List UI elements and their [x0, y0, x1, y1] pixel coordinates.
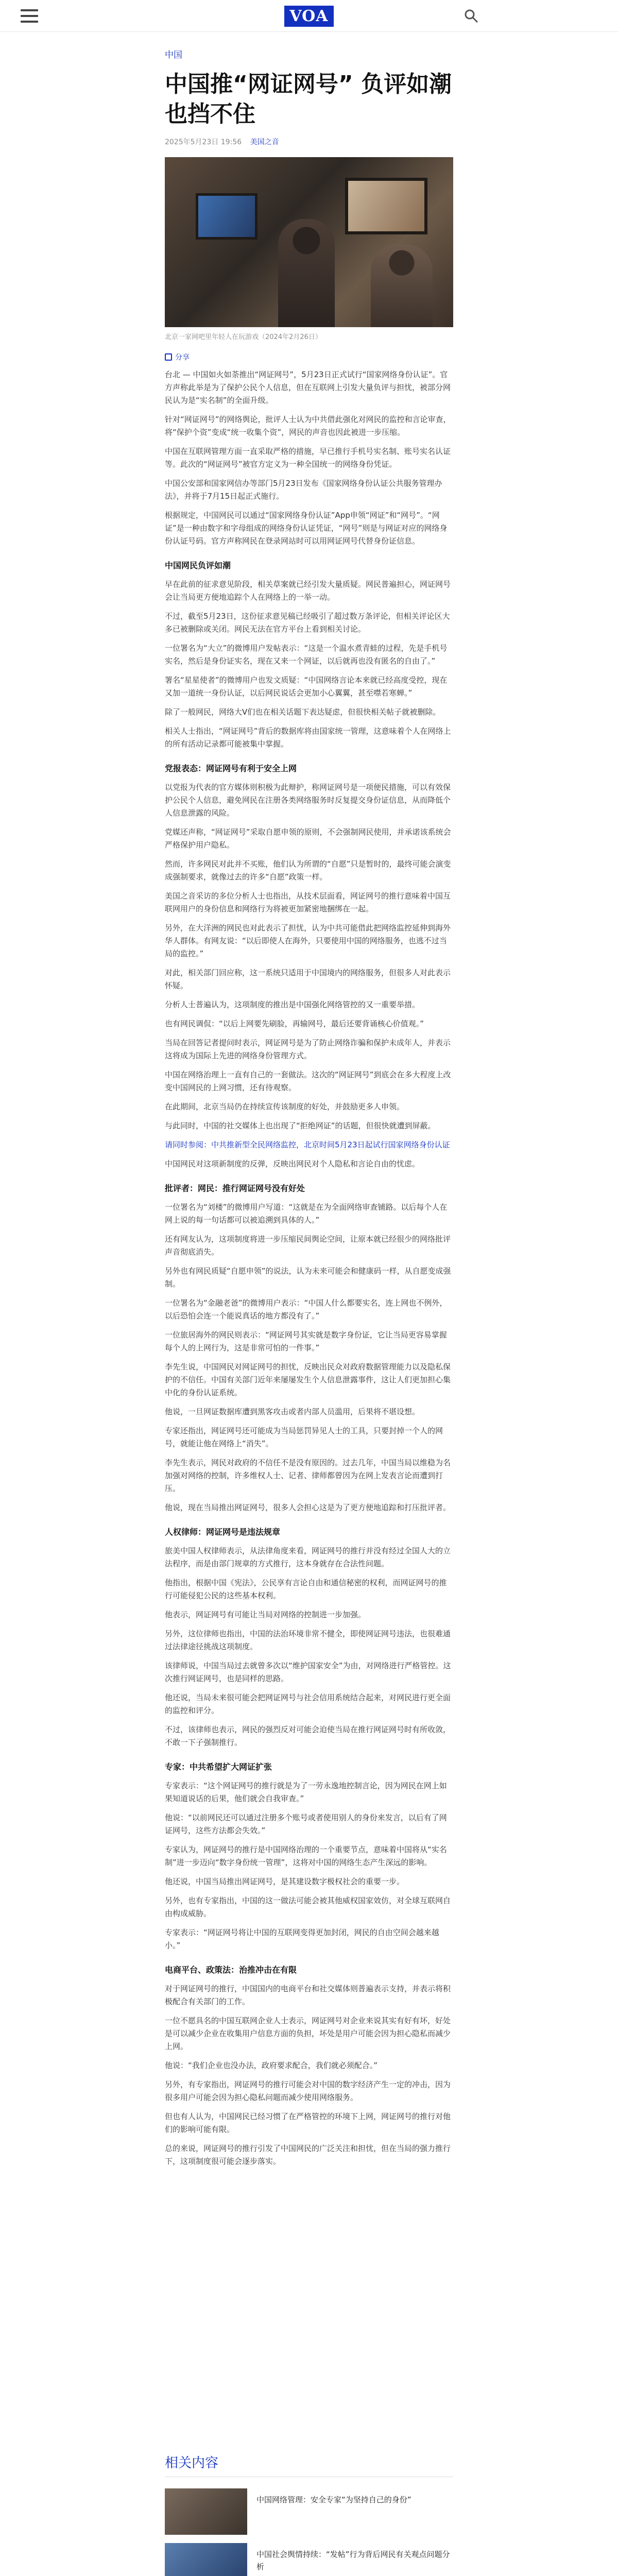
article-paragraph: 他指出，根据中国《宪法》，公民享有言论自由和通信秘密的权利，而网证网号的推行可能侵犯公民的这些基本权利。 [165, 1578, 447, 1600]
article-paragraph: 一位不愿具名的中国互联网企业人士表示，网证网号对企业来说其实有好有坏，好处是可以减少企业在收集用户信息方面的负担，坏处是用户可能会因为担心隐私而减少上网。 [165, 2016, 451, 2051]
article-paragraph: 中国在互联网管理方面一直采取严格的措施，早已推行手机号实名制、账号实名认证等。此次的“网证网号”被官方定义为一种全国统一的网络身份凭证。 [165, 447, 451, 469]
voa-logo[interactable] [278, 3, 340, 29]
hero-image [165, 157, 453, 327]
section-heading: 批评者：网民：推行网证网号没有好处 [165, 1183, 305, 1193]
article-paragraph: 他说：“我们企业也没办法，政府要求配合，我们就必须配合。” [165, 2061, 378, 2070]
article-paragraph: 对于网证网号的推行，中国国内的电商平台和社交媒体则普遍表示支持，并表示将积极配合有关部门的工作。 [165, 1984, 451, 2006]
section-heading: 党报表态：网证网号有利于安全上网 [165, 764, 297, 773]
related-item[interactable] [165, 2543, 453, 2576]
article-paragraph: 针对“网证网号”的网络舆论，批评人士认为中共借此强化对网民的监控和言论审查，将“保护个资”变成“统一收集个资”，网民的声音也因此被进一步压缩。 [165, 415, 451, 437]
article-paragraph: 以党报为代表的官方媒体则积极为此辩护，称网证网号是一项便民措施，可以有效保护公民个人信息，避免网民在注册各类网络服务时反复提交身份证信息，从而降低个人信息泄露的风险。 [165, 783, 451, 818]
related-thumbnail[interactable] [165, 2543, 247, 2576]
article-container [165, 32, 453, 2168]
share-button[interactable] [165, 352, 453, 362]
article-paragraph: 美国之音采访的多位分析人士也指出，从技术层面看，网证网号的推行意味着中国互联网用户的身份信息和网络行为将被更加紧密地捆绑在一起。 [165, 891, 451, 913]
article-paragraph: 中国公安部和国家网信办等部门5月23日发布《国家网络身份认证公共服务管理办法》，并将于7月15日起正式施行。 [165, 479, 442, 501]
article-paragraph: 相关人士指出，“网证网号”背后的数据库将由国家统一管理，这意味着个人在网络上的所有活动记录都可能被集中掌握。 [165, 726, 451, 749]
logo-text: VOA [284, 6, 333, 27]
share-label: 分享 [175, 353, 190, 362]
article-paragraph: 在此期间，北京当局仍在持续宣传该制度的好处，并鼓励更多人申领。 [165, 1102, 405, 1111]
menu-icon[interactable] [21, 9, 38, 23]
article-paragraph: 中国网民对这项新制度的反弹，反映出网民对个人隐私和言论自由的忧虑。 [165, 1159, 420, 1168]
related-article-link[interactable]: 请同时参阅：中共推新型全民网络监控，北京时间5月23日起试行国家网络身份认证 [165, 1140, 450, 1149]
image-caption: 北京一家网吧里年轻人在玩游戏（2024年2月26日） [165, 333, 322, 341]
article-paragraph: 早在此前的征求意见阶段，相关草案就已经引发大量质疑。网民普遍担心，网证网号会让当局更方便地追踪个人在网络上的一举一动。 [165, 580, 451, 602]
article-paragraph: 当局在回答记者提问时表示，网证网号是为了防止网络诈骗和保护未成年人，并表示这将成为国际上先进的网络身份管理方式。 [165, 1038, 451, 1060]
article-paragraph: 他还说，中国当局推出网证网号，是其建设数字极权社会的重要一步。 [165, 1877, 405, 1886]
article-paragraph: 也有网民调侃：“以后上网要先刷脸，再输网号，最后还要背诵核心价值观。” [165, 1019, 424, 1028]
section-heading: 专家：中共希望扩大网证扩张 [165, 1762, 272, 1772]
article-paragraph: 他说：“以前网民还可以通过注册多个账号或者使用别人的身份来发言，以后有了网证网号，这些方法都会失效。” [165, 1813, 447, 1835]
article-paragraph: 还有网友认为，这项制度将进一步压缩民间舆论空间，让原本就已经很少的网络批评声音彻底消失。 [165, 1234, 451, 1257]
article-paragraph: 然而，许多网民对此并不买账，他们认为所谓的“自愿”只是暂时的，最终可能会演变成强制要求，就像过去的许多“自愿”政策一样。 [165, 859, 451, 882]
article-paragraph: 总的来说，网证网号的推行引发了中国网民的广泛关注和担忧，但在当局的强力推行下，这项制度很可能会逐步落实。 [165, 2144, 451, 2166]
share-icon [165, 353, 172, 361]
article-paragraph: 但也有人认为，中国网民已经习惯了在严格管控的环境下上网，网证网号的推行对他们的影响可能有限。 [165, 2112, 451, 2134]
article-paragraph: 不过，该律师也表示，网民的强烈反对可能会迫使当局在推行网证网号时有所收敛，不敢一下子强制推行。 [165, 1725, 451, 1747]
related-thumbnail[interactable] [165, 2488, 247, 2535]
article-paragraph: 一位署名为“金融老爸”的微博用户表示：“中国人什么都要实名，连上网也不例外，以后恐怕会连一个能说真话的地方都没有了。” [165, 1298, 448, 1320]
article-paragraph: 旅美中国人权律师表示，从法律角度来看，网证网号的推行并没有经过全国人大的立法程序，而是由部门规章的方式推行，这本身就存在合法性问题。 [165, 1546, 451, 1568]
article-paragraph: 该律师说，中国当局过去就曾多次以“维护国家安全”为由，对网络进行严格管控。这次推行网证网号，也是同样的思路。 [165, 1661, 451, 1683]
article-paragraph: 另外，也有专家指出，中国的这一做法可能会被其他威权国家效仿，对全球互联网自由构成威胁。 [165, 1896, 451, 1918]
related-item[interactable] [165, 2488, 453, 2532]
site-header [0, 0, 618, 32]
related-section [165, 2452, 453, 2576]
article-paragraph: 另外也有网民质疑“自愿申领”的说法，认为未来可能会和健康码一样，从自愿变成强制。 [165, 1266, 451, 1289]
article-paragraph: 他说，现在当局推出网证网号，很多人会担心这是为了更方便地追踪和打压批评者。 [165, 1503, 451, 1512]
article-paragraph: 专家表示：“网证网号将让中国的互联网变得更加封闭，网民的自由空间会越来越小。” [165, 1928, 439, 1950]
related-title: 相关内容 [165, 2452, 453, 2477]
page-title: 中国推“网证网号” 负评如潮也挡不住 [165, 71, 452, 127]
article-body [165, 368, 453, 2168]
article-paragraph: 一位署名为“大立”的微博用户发帖表示：“这是一个温水煮青蛙的过程，先是手机号实名，然后是身份证实名，现在又来一个网证，以后就再也没有匿名的自由了。” [165, 643, 448, 666]
article-paragraph: 根据规定，中国网民可以通过“国家网络身份认证”App申领“网证”和“网号”。“网证”是一种由数字和字母组成的网络身份认证凭证，“网号”则是与网证对应的网络身份认证号码。官方声称网民在登录网站时可以用网证网号代替身份证信息。 [165, 511, 448, 546]
article-paragraph: 另外，在大洋洲的网民也对此表示了担忧，认为中共可能借此把网络监控延伸到海外华人群体。有网友说：“以后即使人在海外，只要使用中国的网络服务，也逃不过当局的监控。” [165, 923, 451, 958]
section-heading: 电商平台、政策法：治推冲击在有限 [165, 1965, 297, 1975]
article-paragraph: 署名“星星使者”的微博用户也发文质疑：“中国网络言论本来就已经高度受控，现在又加一道统一身份认证，以后网民说话会更加小心翼翼，甚至噤若寒蝉。” [165, 675, 448, 698]
article-paragraph: 不过，截至5月23日，这份征求意见稿已经吸引了超过数万条评论，但相关评论区大多已被删除或关闭。网民无法在官方平台上看到相关讨论。 [165, 612, 450, 634]
article-paragraph: 他说，一旦网证数据库遭到黑客攻击或者内部人员滥用，后果将不堪设想。 [165, 1407, 420, 1416]
article-paragraph: 专家还指出，网证网号还可能成为当局惩罚异见人士的工具，只要封掉一个人的网号，就能让他在网络上“消失”。 [165, 1426, 443, 1448]
article-paragraph: 台北 — 中国如火如荼推出“网证网号”，5月23日正式试行“国家网络身份认证”。官方声称此举是为了保护公民个人信息，但在互联网上引发大量负评与担忧，被部分网民认为是“实名制”的全面升级。 [165, 370, 451, 405]
article-paragraph: 另外，有专家指出，网证网号的推行可能会对中国的数字经济产生一定的冲击，因为很多用户可能会因为担心隐私问题而减少使用网络服务。 [165, 2080, 451, 2102]
publish-date: 2025年5月23日 19:56 [165, 138, 242, 146]
article-paragraph: 一位旅居海外的网民则表示：“网证网号其实就是数字身份证，它让当局更容易掌握每个人的上网行为，这是非常可怕的一件事。” [165, 1330, 447, 1352]
article-paragraph: 李先生说，中国网民对网证网号的担忧，反映出民众对政府数据管理能力以及隐私保护的不信任。中国有关部门近年来屡屡发生个人信息泄露事件，这让人们更加担心集中化的身份认证系统。 [165, 1362, 451, 1397]
article-paragraph: 他表示，网证网号有可能让当局对网络的控制进一步加强。 [165, 1610, 366, 1619]
related-list [165, 2488, 453, 2576]
article-paragraph: 中国在网络治理上一直有自己的一套做法。这次的“网证网号”到底会在多大程度上改变中国网民的上网习惯，还有待观察。 [165, 1070, 451, 1092]
article-paragraph: 一位署名为“刘楼”的微博用户写道：“这就是在为全面网络审查铺路。以后每个人在网上说的每一句话都可以被追溯到具体的人。” [165, 1202, 448, 1225]
article-paragraph: 对此，相关部门回应称，这一系统只适用于中国境内的网络服务，但很多人对此表示怀疑。 [165, 968, 451, 990]
search-icon[interactable] [464, 8, 479, 24]
article-paragraph: 分析人士普遍认为，这项制度的推出是中国强化网络管控的又一重要举措。 [165, 1000, 420, 1009]
article-paragraph: 他还说，当局未来很可能会把网证网号与社会信用系统结合起来，对网民进行更全面的监控和评分。 [165, 1693, 451, 1715]
article-paragraph: 专家表示：“这个网证网号的推行就是为了一劳永逸地控制言论，因为网民在网上如果知道说话的后果，他们就会自我审查。” [165, 1781, 447, 1803]
article-meta [165, 137, 453, 147]
article-paragraph: 党媒还声称，“网证网号”采取自愿申领的原则，不会强制网民使用，并承诺该系统会严格保护用户隐私。 [165, 827, 451, 850]
article-paragraph: 与此同时，中国的社交媒体上也出现了“拒绝网证”的话题，但很快就遭到屏蔽。 [165, 1121, 436, 1130]
article-paragraph: 除了一般网民，网络大V们也在相关话题下表达疑虑，但很快相关帖子就被删除。 [165, 707, 441, 717]
author-link[interactable]: 美国之音 [250, 138, 279, 146]
article-paragraph: 专家认为，网证网号的推行是中国网络治理的一个重要节点，意味着中国将从“实名制”进一步迈向“数字身份统一管理”，这将对中国的网络生态产生深远的影响。 [165, 1845, 447, 1867]
section-heading: 中国网民负评如潮 [165, 561, 231, 570]
article-paragraph: 另外，这位律师也指出，中国的法治环境非常不健全，即使网证网号违法，也很难通过法律途径挑战这项制度。 [165, 1629, 451, 1651]
article-paragraph: 李先生表示，网民对政府的不信任不是没有原因的。过去几年，中国当局以维稳为名加强对网络的控制，许多维权人士、记者、律师都曾因为在网上发表言论而遭到打压。 [165, 1458, 451, 1493]
section-heading: 人权律师：网证网号是违法规章 [165, 1527, 281, 1537]
related-headline[interactable]: 中国社会舆情持续：“发帖”行为背后网民有关观点问题分析 [256, 2550, 450, 2571]
related-headline[interactable]: 中国网络管理：安全专家“为坚持自己的身份” [256, 2495, 411, 2504]
category-link[interactable]: 中国 [165, 50, 182, 60]
